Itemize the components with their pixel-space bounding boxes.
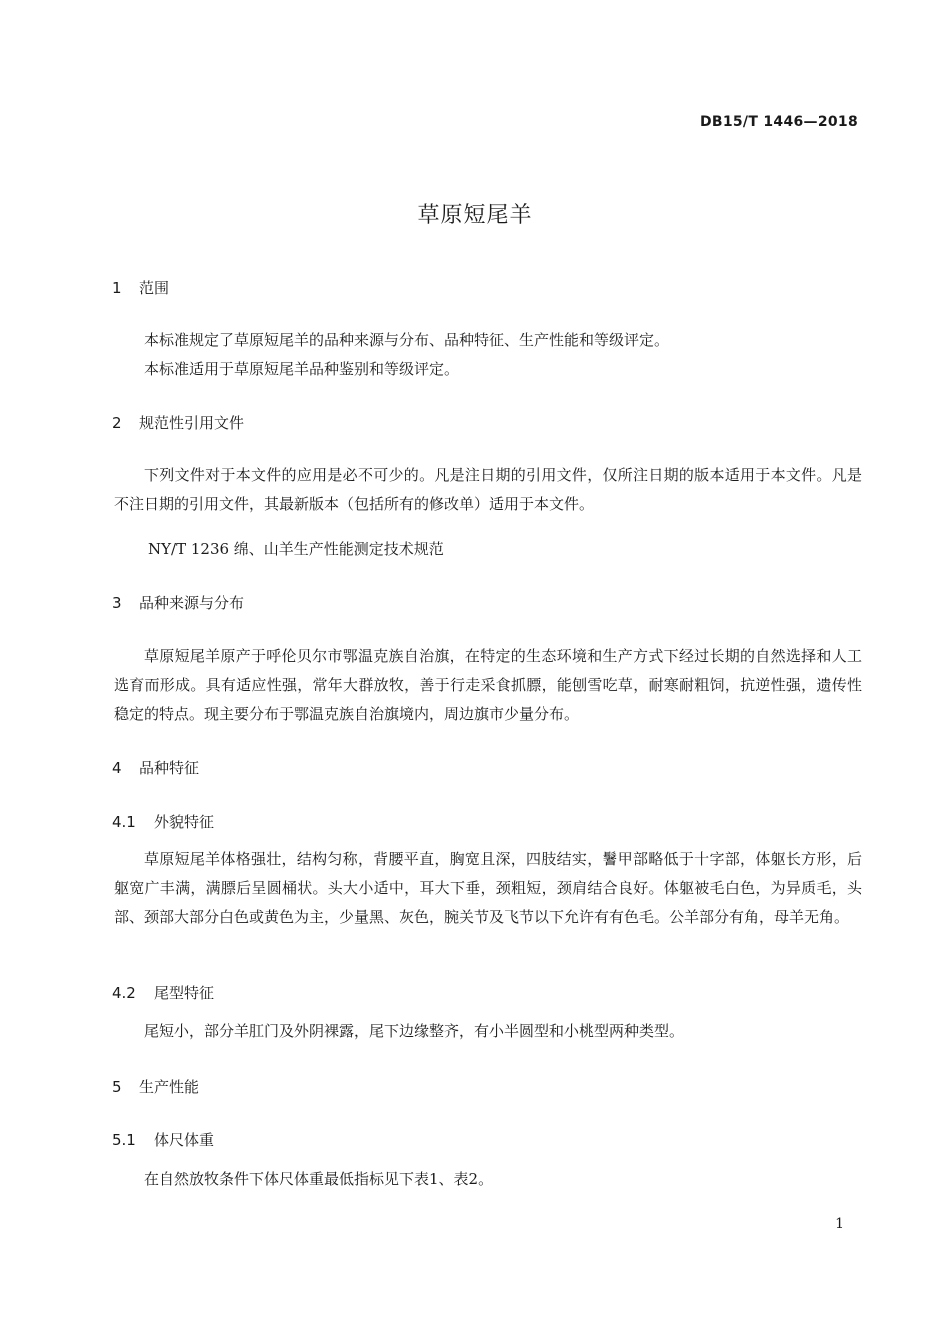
section-title: 品种特征 <box>139 759 200 777</box>
paragraph-appearance: 草原短尾羊体格强壮，结构匀称，背腰平直，胸宽且深，四肢结实，鬐甲部略低于十字部，体躯长方形，后躯宽广丰满，满膘后呈圆桶状。头大小适中，耳大下垂，颈粗短，颈肩结合良好。体躯被毛白色，为异质毛，头部、颈部大部分白色或黄色为主，少量黑、灰色，腕关节及飞节以下允许有有色毛。公羊部分有角，母羊无角。 <box>114 850 862 926</box>
section-title: 尾型特征 <box>154 984 215 1002</box>
section-title: 规范性引用文件 <box>139 414 245 432</box>
paragraph-body-measurements: 在自然放牧条件下体尺体重最低指标见下表1、表2。 <box>144 1170 494 1188</box>
section-heading-4-1 <box>112 811 214 832</box>
section-title: 生产性能 <box>139 1078 200 1096</box>
section-title: 体尺体重 <box>154 1131 215 1149</box>
section-heading-3 <box>112 592 244 613</box>
section-heading-5 <box>112 1076 199 1097</box>
paragraph-scope-1: 本标准规定了草原短尾羊的品种来源与分布、品种特征、生产性能和等级评定。 <box>144 331 670 349</box>
standard-code: DB15/T 1446—2018 <box>699 114 858 130</box>
section-number: 3 <box>112 594 122 612</box>
section-number: 5.1 <box>112 1131 136 1149</box>
section-title: 品种来源与分布 <box>139 594 245 612</box>
section-heading-2 <box>112 412 244 433</box>
page-number: 1 <box>835 1216 844 1232</box>
section-number: 2 <box>112 414 122 432</box>
section-heading-5-1 <box>112 1129 214 1150</box>
section-heading-4-2 <box>112 982 214 1003</box>
section-number: 4.2 <box>112 984 136 1002</box>
section-heading-4 <box>112 757 199 778</box>
paragraph-scope-2: 本标准适用于草原短尾羊品种鉴别和等级评定。 <box>144 360 460 378</box>
paragraph-normative-references: 下列文件对于本文件的应用是必不可少的。凡是注日期的引用文件，仅所注日期的版本适用于本文件。凡是不注日期的引用文件，其最新版本（包括所有的修改单）适用于本文件。 <box>114 466 862 513</box>
document-title: 草原短尾羊 <box>417 203 533 228</box>
section-title: 外貌特征 <box>154 813 215 831</box>
section-title: 范围 <box>139 279 170 297</box>
reference-item: NY/T 1236 绵、山羊生产性能测定技术规范 <box>148 540 444 558</box>
section-number: 1 <box>112 279 122 297</box>
section-number: 5 <box>112 1078 122 1096</box>
section-heading-1 <box>112 277 169 298</box>
paragraph-tail-type: 尾短小，部分羊肛门及外阴裸露，尾下边缘整齐，有小半圆型和小桃型两种类型。 <box>144 1022 685 1040</box>
paragraph-origin-distribution: 草原短尾羊原产于呼伦贝尔市鄂温克族自治旗，在特定的生态环境和生产方式下经过长期的自然选择和人工选育而形成。具有适应性强，常年大群放牧，善于行走采食抓膘，能刨雪吃草，耐寒耐粗饲，抗逆性强，遗传性稳定的特点。现主要分布于鄂温克族自治旗境内，周边旗市少量分布。 <box>114 647 862 723</box>
section-number: 4 <box>112 759 122 777</box>
section-number: 4.1 <box>112 813 136 831</box>
